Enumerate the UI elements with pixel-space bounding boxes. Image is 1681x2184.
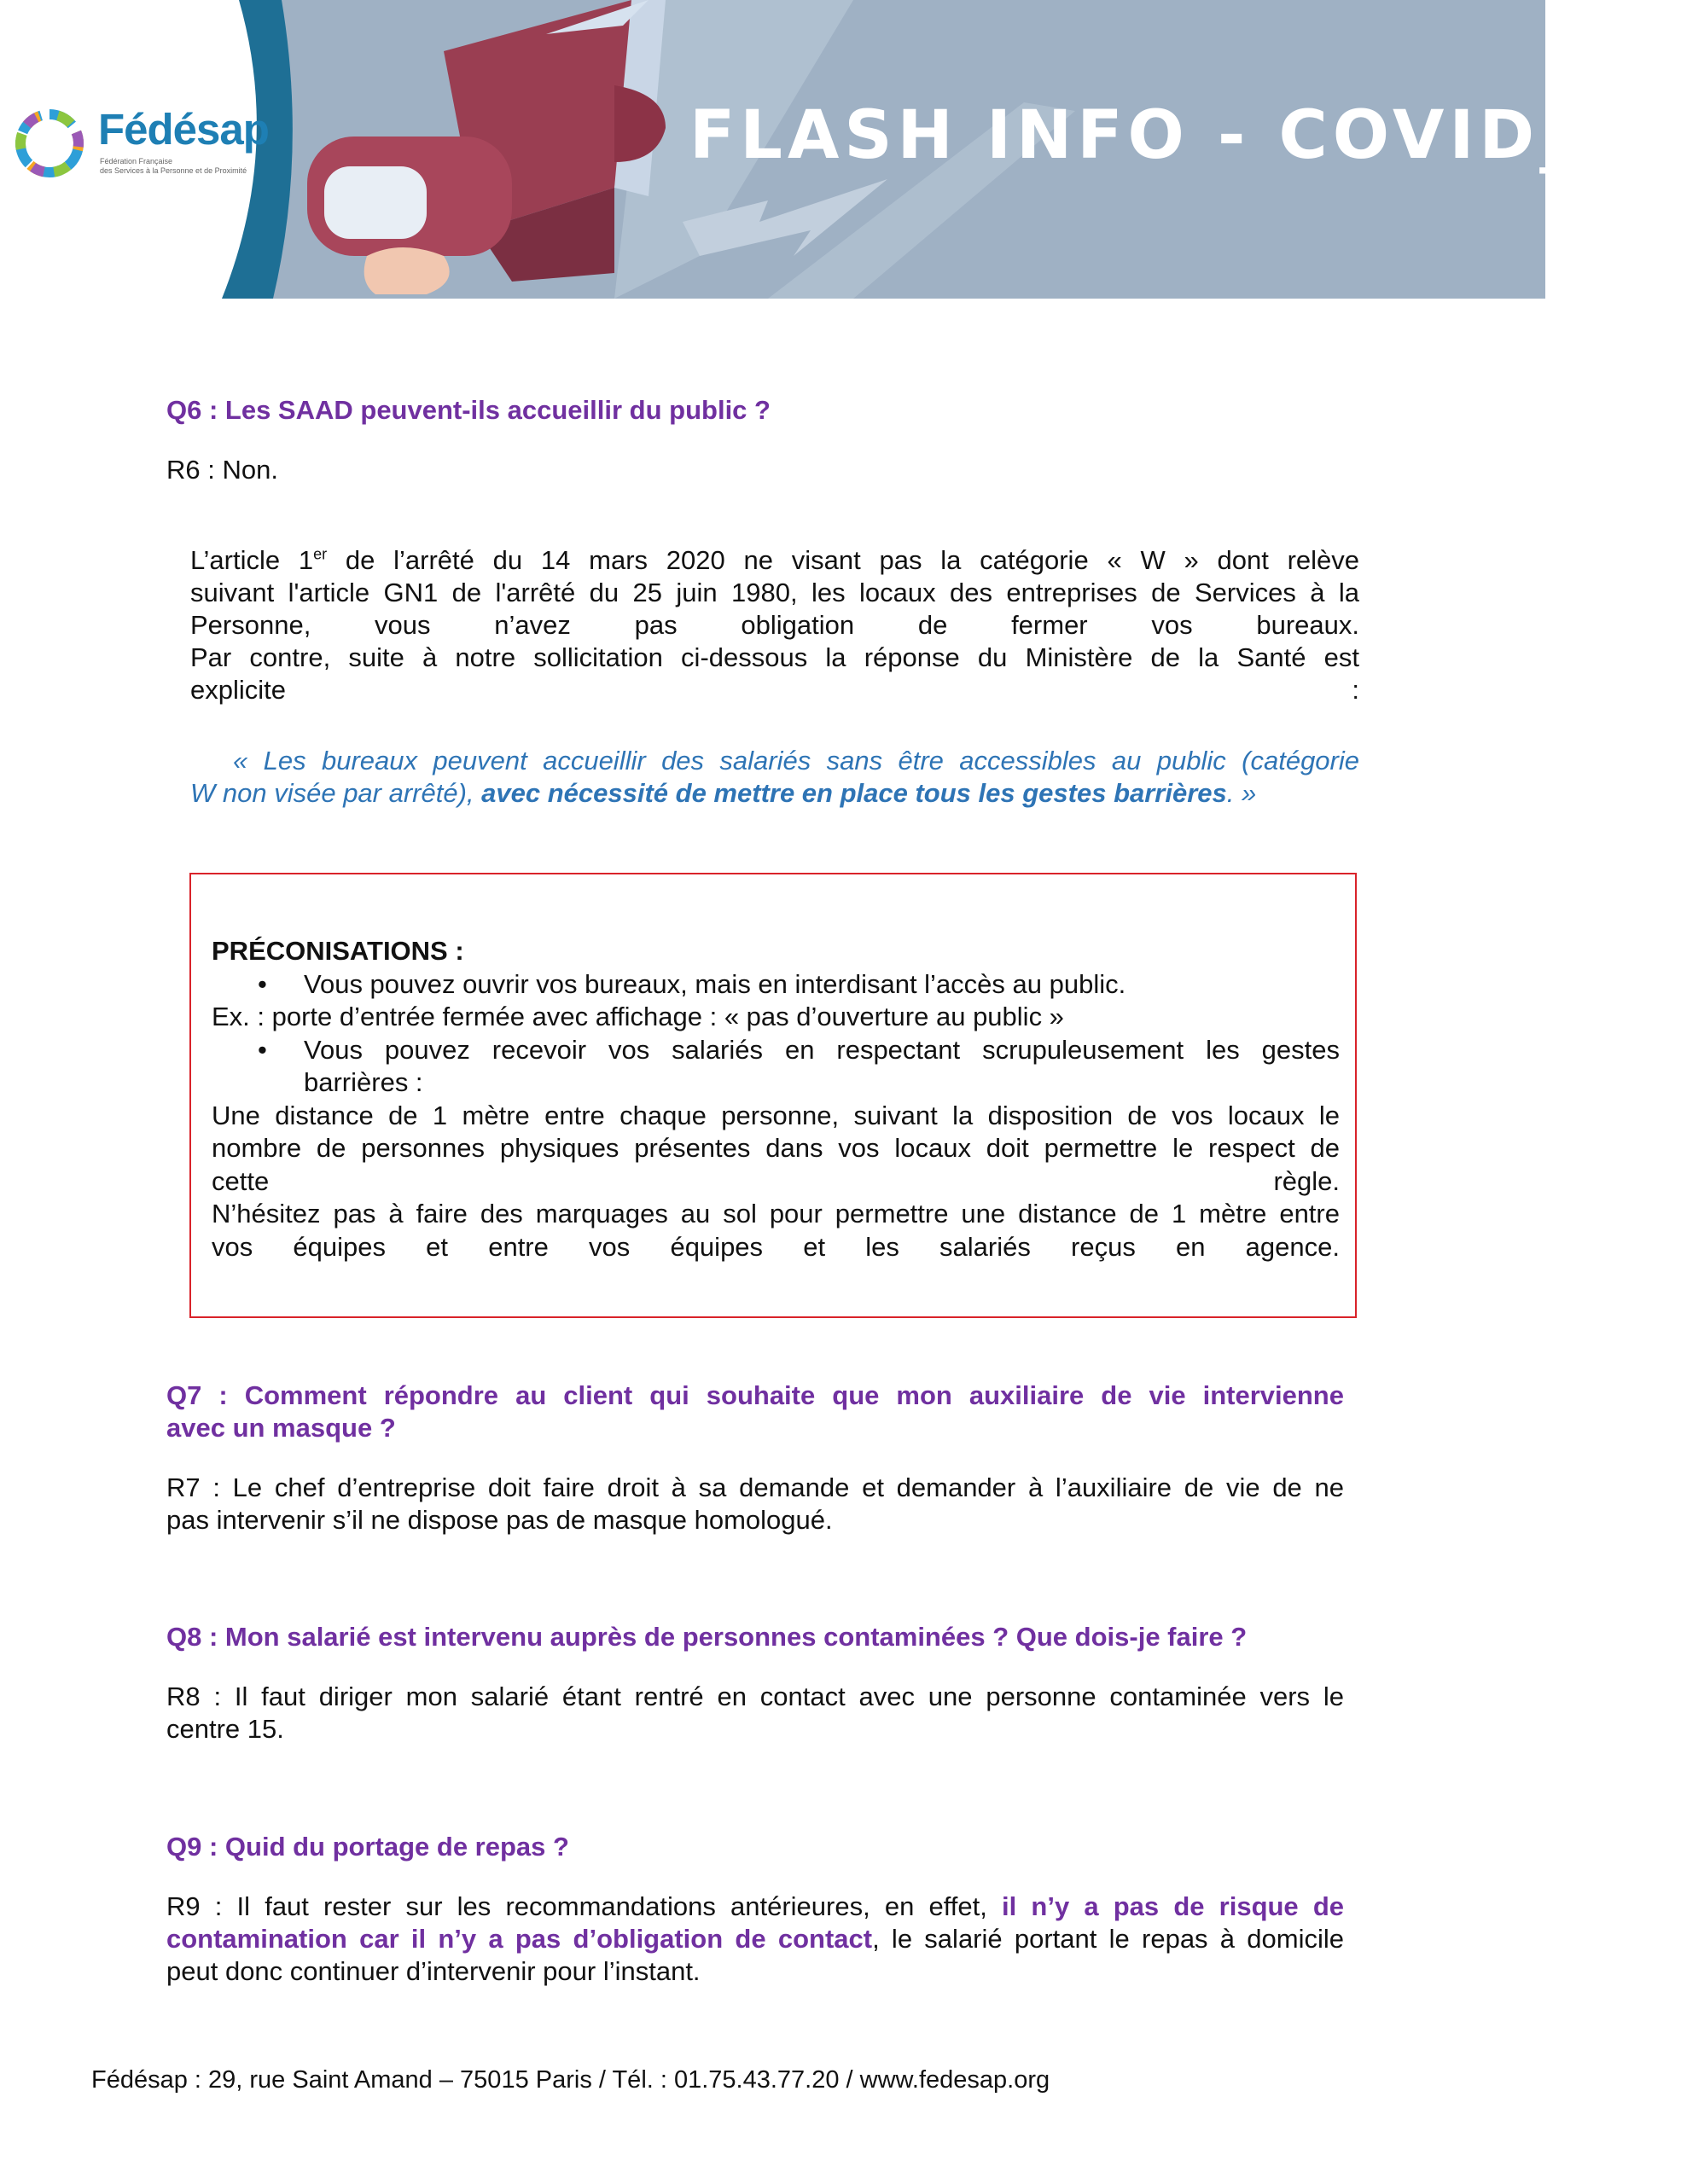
answer-r9: R9 : Il faut rester sur les recommandations antérieures, en effet, il n’y a pas de risque de contamination car il n’y a pas d’obligation de contact, le salarié portant le repas à domicile peut donc continuer d’intervenir pour l’instant. (166, 1891, 1345, 1986)
para-line-2: suivant l'article GN1 de l'arrêté du 25 juin 1980, les locaux des entreprises de Services à la (190, 578, 1359, 607)
quote-line-1: « Les bureaux peuvent accueillir des salariés sans être accessibles au public (catégorie (233, 746, 1359, 775)
answer-r7: R7 : Le chef d’entreprise doit faire droit à sa demande et demander à l’auxiliaire de vie de ne pas intervenir s’il ne dispose pas de masque homologué. (166, 1472, 1344, 1535)
bullet-item: • Vous pouvez ouvrir vos bureaux, mais en interdisant l’accès au public. (212, 968, 1340, 1002)
para-line-5: explicite : (190, 675, 1359, 705)
quote-line-2: W non visée par arrêté), avec nécessité de mettre en place tous les gestes barrières. » (190, 778, 1257, 808)
question-q9: Q9 : Quid du portage de repas ? (166, 1832, 569, 1862)
question-q8: Q8 : Mon salarié est intervenu auprès de personnes contaminées ? Que dois-je faire ? (166, 1622, 1248, 1652)
example-text: Ex. : porte d’entrée fermée avec affichage : « pas d’ouverture au public » (212, 1002, 1064, 1031)
bullet-item: • Vous pouvez recevoir vos salariés en respectant scrupuleusement les gestes barrières : (258, 1034, 1340, 1097)
ministry-quote (190, 745, 1359, 810)
question-q6: Q6 : Les SAAD peuvent-ils accueillir du public ? (166, 395, 771, 425)
footer-address: Fédésap : 29, rue Saint Amand – 75015 Paris / Tél. : 01.75.43.77.20 / www.fedesap.org (91, 2066, 1050, 2094)
answer-r6: R6 : Non. (166, 455, 278, 485)
marking-text: N’hésitez pas à faire des marquages au sol pour permettre une distance de 1 mètre entre vos équipes et entre vos équipes et les salariés reçus en agence. (212, 1199, 1340, 1262)
preconisations-title: PRÉCONISATIONS : (212, 936, 464, 966)
question-q7: Q7 : Comment répondre au client qui souhaite que mon auxiliaire de vie intervienne avec un masque ? (166, 1380, 1344, 1443)
logo-tagline: Fédération Française des Services à la Personne et de Proximité (100, 157, 247, 175)
preconisations-box (189, 873, 1357, 1318)
logo-name: Fédésap (98, 105, 269, 154)
banner-title: FLASH INFO - COVID_19 (689, 97, 1681, 174)
answer-r8: R8 : Il faut diriger mon salarié étant rentré en contact avec une personne contaminée vers le centre 15. (166, 1682, 1344, 1744)
para-line-4: Par contre, suite à notre sollicitation ci-dessous la réponse du Ministère de la Santé est (190, 642, 1359, 672)
distance-text: Une distance de 1 mètre entre chaque personne, suivant la disposition de vos locaux le nombre de personnes physiques présentes dans vos locaux doit permettre le respect de cette règle. (212, 1100, 1340, 1196)
header-banner (0, 0, 1681, 299)
article-paragraph (190, 544, 1359, 706)
para-line-1: L’article 1er de l’arrêté du 14 mars 2020 ne visant pas la catégorie « W » dont relève (190, 545, 1360, 575)
bullet-icon: • (258, 1034, 267, 1065)
para-line-3: Personne, vous n’avez pas obligation de fermer vos bureaux. (190, 610, 1359, 640)
bullet-icon: • (258, 968, 267, 999)
